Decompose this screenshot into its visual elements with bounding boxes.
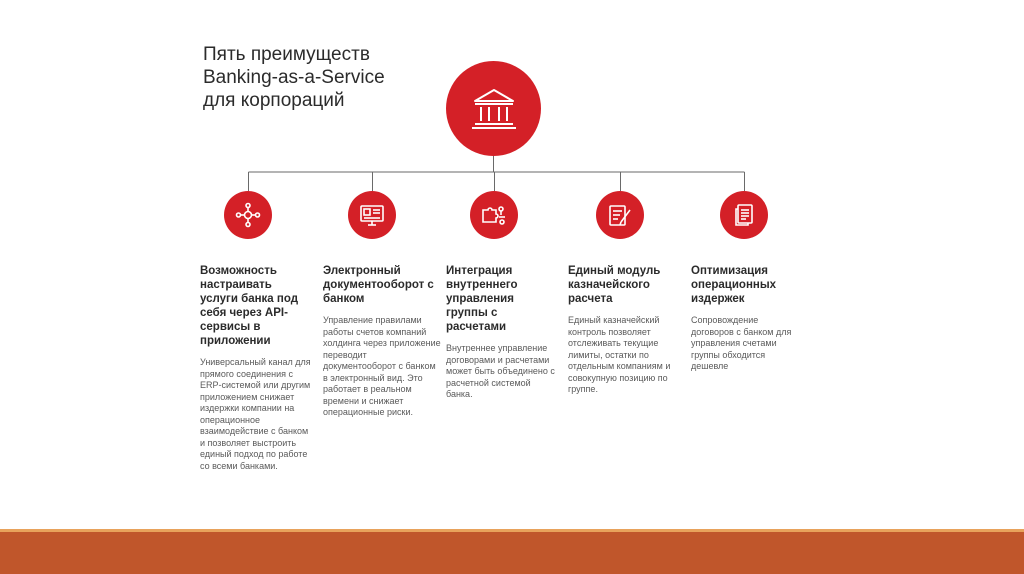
benefit-column-api [200, 264, 312, 472]
benefit-text: Сопровождение договоров с банком для управления счетами группы обходится дешевле [691, 315, 792, 371]
screen-document-icon [359, 202, 385, 228]
benefit-column-integration [446, 264, 558, 401]
benefit-circle-5 [720, 191, 768, 239]
puzzle-integration-icon [480, 202, 508, 228]
document-list-icon [731, 202, 757, 228]
benefit-column-costs [691, 264, 797, 373]
benefit-circle-3 [470, 191, 518, 239]
hub-circle [446, 61, 541, 156]
footer-bar [0, 532, 1024, 574]
benefit-text: Универсальный канал для прямого соединения с ERP-системой или другим приложением снижает издержки компании на операционное взаимодействие с банком и позволяет выстроить единый подход по работе со всеми банками. [200, 357, 311, 471]
bank-building-icon [469, 84, 519, 134]
benefit-title: Единый модуль казначейского расчета [568, 265, 661, 305]
benefit-column-treasury [568, 264, 682, 396]
benefit-column-edo [323, 264, 441, 419]
form-pen-icon [607, 202, 633, 228]
benefit-title: Интеграция внутреннего управления группы с расчетами [446, 265, 518, 333]
benefit-text: Управление правилами работы счетов компаний холдинга через приложение переводит документооборот с банком в электронный вид. Это работает в реальном времени и снижает операционные риски. [323, 315, 441, 417]
network-hub-icon [235, 202, 261, 228]
page-title: Пять преимуществ Banking-as-a-Service для корпораций [203, 44, 385, 111]
benefit-title: Оптимизация операционных издержек [691, 265, 777, 305]
benefit-circle-2 [348, 191, 396, 239]
benefit-circle-1 [224, 191, 272, 239]
benefit-title: Электронный документооборот с банком [323, 265, 434, 305]
benefit-circle-4 [596, 191, 644, 239]
benefit-title: Возможность настраивать услуги банка под себя через API-сервисы в приложении [200, 265, 299, 347]
benefit-text: Единый казначейский контроль позволяет отслеживать текущие лимиты, остатки по отдельным компаниям и совокупную позицию по группе. [568, 315, 671, 394]
benefit-text: Внутреннее управление договорами и расчетами может быть объединено с расчетной системой банка. [446, 343, 555, 399]
